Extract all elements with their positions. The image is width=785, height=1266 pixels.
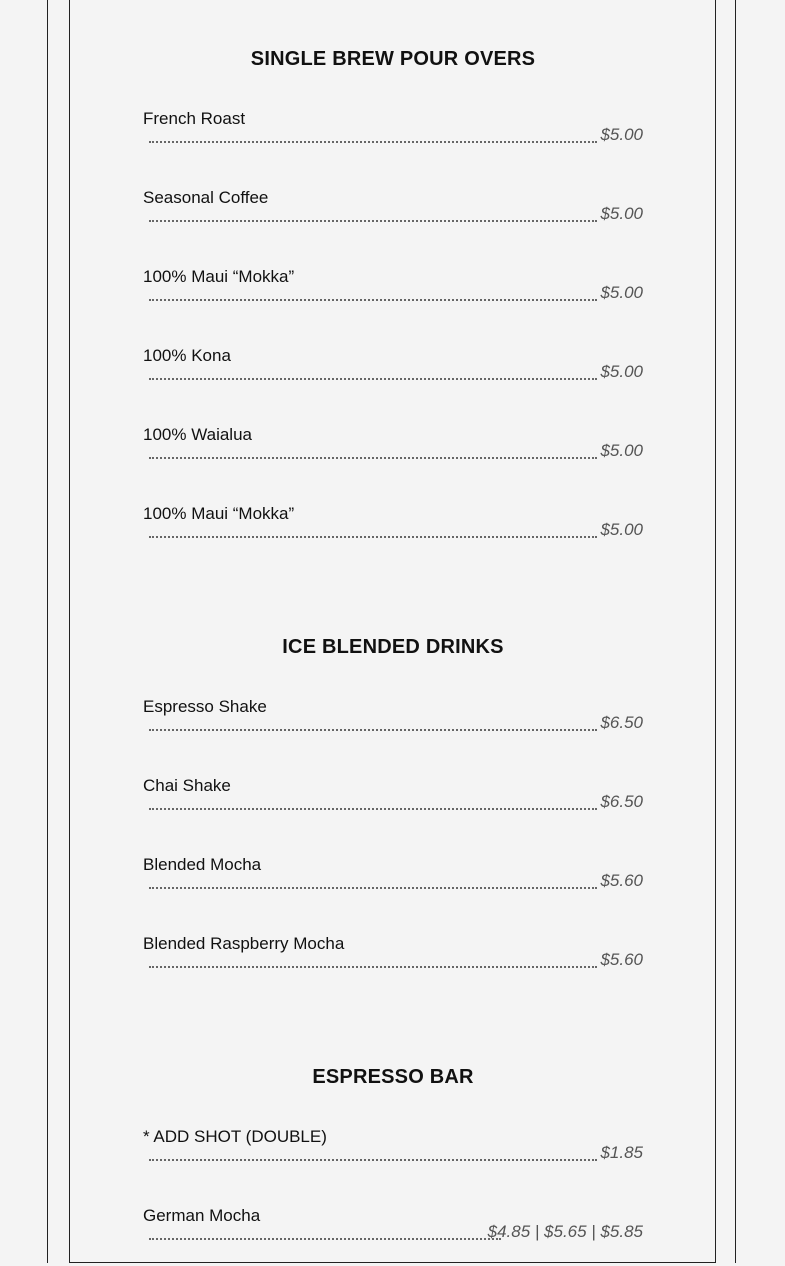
item-price: $5.00	[600, 362, 643, 381]
item-price: $6.50	[600, 792, 643, 811]
item-price: $1.85	[600, 1143, 643, 1162]
menu-item	[143, 267, 643, 327]
item-name: Espresso Shake	[143, 697, 267, 716]
dotted-leader	[149, 965, 597, 968]
item-name: Seasonal Coffee	[143, 188, 269, 207]
dotted-leader	[149, 535, 597, 538]
item-price: $5.00	[600, 125, 643, 144]
item-price: $5.60	[600, 950, 643, 969]
section-title: SINGLE BREW POUR OVERS	[250, 48, 536, 70]
dotted-leader	[149, 377, 597, 380]
item-price: $5.00	[600, 441, 643, 460]
menu-item	[143, 697, 643, 757]
dotted-leader	[149, 1237, 501, 1240]
menu-item	[143, 1206, 643, 1266]
menu-item	[143, 188, 643, 248]
item-price: $5.60	[600, 871, 643, 890]
dotted-leader	[149, 1158, 597, 1161]
item-price: $6.50	[600, 713, 643, 732]
menu-item	[143, 504, 643, 564]
item-name: Blended Mocha	[143, 855, 262, 874]
menu-item	[143, 855, 643, 915]
menu-item	[143, 776, 643, 836]
section-title: ICE BLENDED DRINKS	[282, 636, 504, 658]
menu-item	[143, 109, 643, 169]
dotted-leader	[149, 219, 597, 222]
item-name: * ADD SHOT (DOUBLE)	[143, 1127, 327, 1146]
dotted-leader	[149, 298, 597, 301]
dotted-leader	[149, 140, 597, 143]
item-name: 100% Maui “Mokka”	[143, 504, 295, 523]
item-name: French Roast	[143, 109, 246, 128]
menu-item	[143, 425, 643, 485]
dotted-leader	[149, 456, 597, 459]
dotted-leader	[149, 807, 597, 810]
item-name: Chai Shake	[143, 776, 231, 795]
item-name: German Mocha	[143, 1206, 261, 1225]
item-price: $4.85 | $5.65 | $5.85	[487, 1222, 643, 1241]
menu-item	[143, 1127, 643, 1187]
menu-item	[143, 934, 643, 994]
item-name: Blended Raspberry Mocha	[143, 934, 345, 953]
item-price: $5.00	[600, 283, 643, 302]
item-price: $5.00	[600, 204, 643, 223]
item-price: $5.00	[600, 520, 643, 539]
section-title: ESPRESSO BAR	[312, 1066, 474, 1088]
dotted-leader	[149, 728, 597, 731]
menu-item	[143, 346, 643, 406]
item-name: 100% Kona	[143, 346, 231, 365]
item-name: 100% Waialua	[143, 425, 252, 444]
item-name: 100% Maui “Mokka”	[143, 267, 295, 286]
dotted-leader	[149, 886, 597, 889]
